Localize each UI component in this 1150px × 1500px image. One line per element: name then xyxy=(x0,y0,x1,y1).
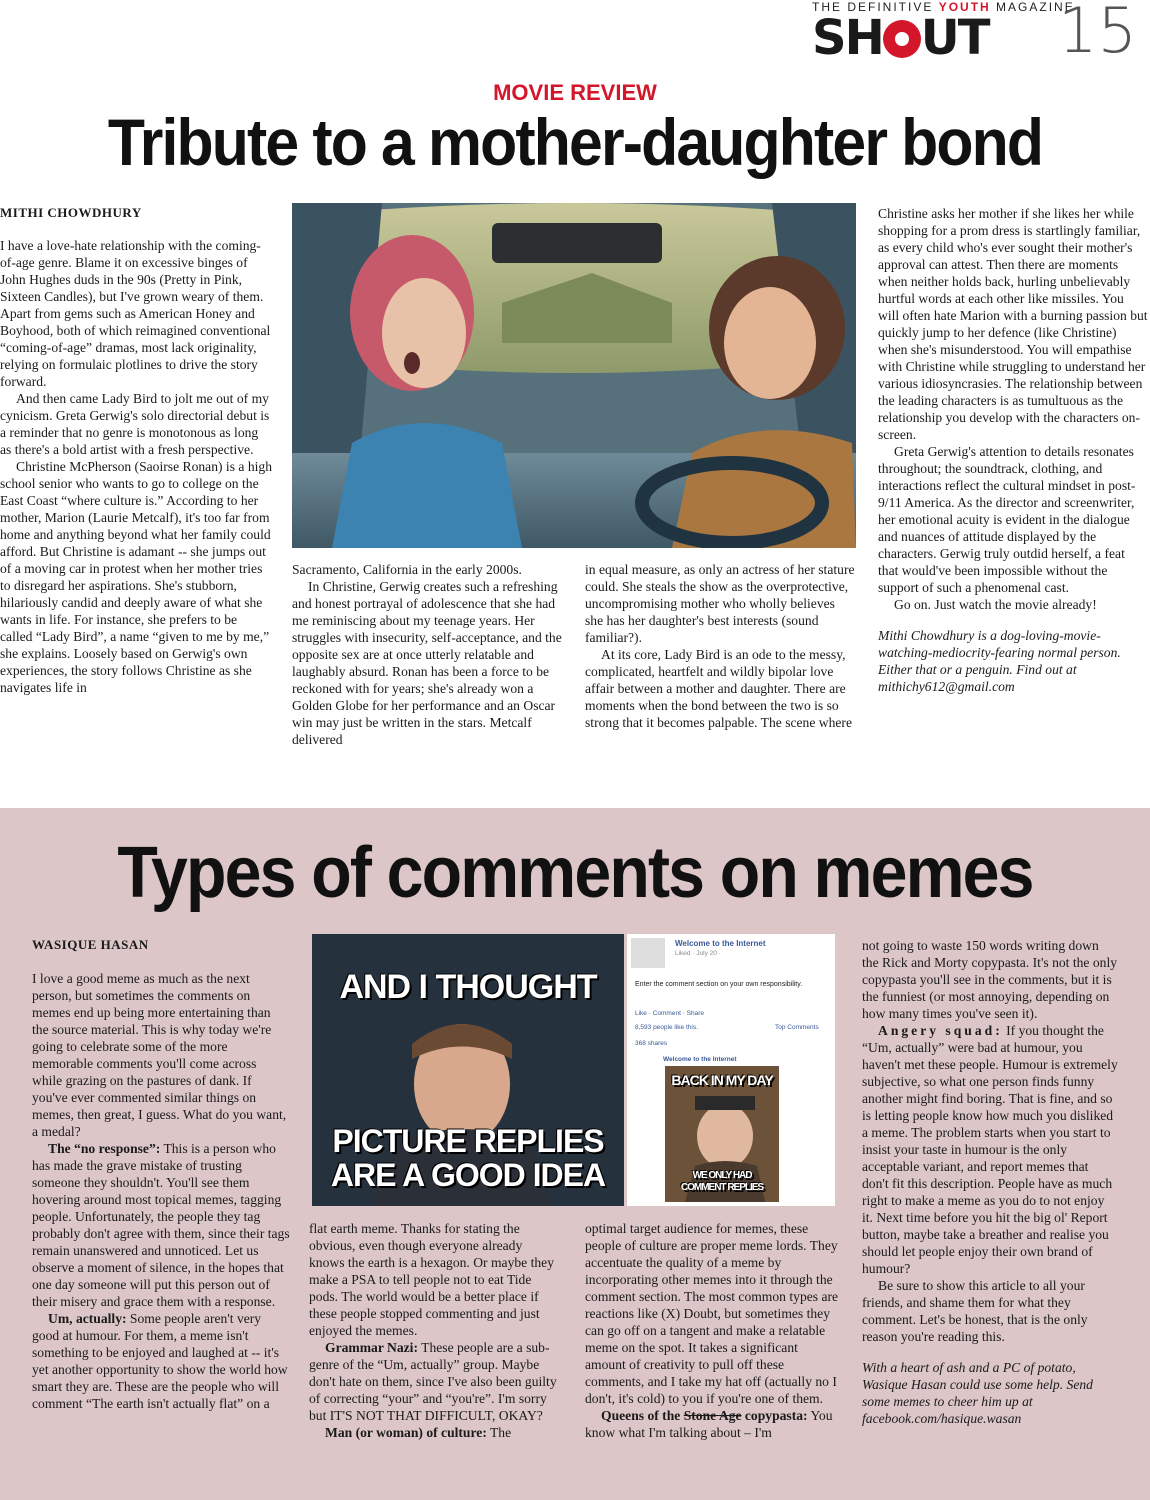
subhead: Queens of the Stone Age copypasta: xyxy=(601,1408,808,1423)
subhead: Man (or woman) of culture: xyxy=(325,1425,487,1440)
paragraph: Sacramento, California in the early 2000s. xyxy=(292,562,522,577)
paragraph: The “no response”: This is a person who has made the grave mistake of trusting someone they shouldn't. You'll see them hovering around most topical memes, tagging people. Unfortunately, the people they tag probably don't agree with them, since their tags remain unanswered and unnoticed. Let us observe a moment of silence, in the hopes that one day someone will put this person out of their misery and grace them with a response. xyxy=(32,1141,290,1309)
meme-bottom-text: PICTURE REPLIES ARE A GOOD IDEA xyxy=(330,1123,606,1193)
article2-column-3 xyxy=(585,1220,839,1441)
page-number: 15 xyxy=(1058,0,1137,67)
section-kicker: MOVIE REVIEW xyxy=(493,80,657,105)
fb-sort: Top Comments xyxy=(775,1024,819,1031)
author-bio: Mithi Chowdhury is a dog-loving-movie-watching-mediocrity-fearing normal person. Either that or a penguin. Find out at mithichy612@gmail.com xyxy=(878,628,1121,694)
paragraph: Go on. Just watch the movie already! xyxy=(894,597,1097,612)
paragraph: I love a good meme as much as the next person, but sometimes the comments on memes end up being more entertaining than the source material. This is why today we're going to celebrate some of the more memorable comments you'll come across while grazing on the pastures of dank. If you've ever commented similar things on memes, then great, I guess. What do you want, a medal? xyxy=(32,971,287,1139)
subhead: Grammar Nazi: xyxy=(325,1340,418,1355)
fb-shares: 368 shares xyxy=(635,1040,668,1047)
facebook-post-screenshot xyxy=(627,934,835,1206)
paragraph: In Christine, Gerwig creates such a refreshing and honest portrayal of adolescence that she had me reminiscing about my teenage years. Her struggles with insecurity, self-acceptance, and the opposite sex are at once utterly relatable and laughably absurd. Ronan has been a force to be reckoned with for years; she's already won a Golden Globe for her performance and an Oscar win may just be written in the stars. Metcalf delivered xyxy=(292,579,562,747)
article2-column-4 xyxy=(862,937,1118,1427)
subhead: Angery squad: xyxy=(878,1023,1003,1038)
fb-likes: 8,593 people like this. xyxy=(635,1024,698,1031)
article1-column-1 xyxy=(0,237,272,696)
paragraph: optimal target audience for memes, these people of culture are proper meme lords. They accentuate the quality of a meme by incorporating other memes into it through the comment section. The most common types are reactions like (X) Doubt, but sometimes they can go off on a tangent and make a relatable meme on the spot. It takes a significant amount of creativity to pull off these comments, and I take my hat off (actually no I don't, it's cold) to you if you're one of them. xyxy=(585,1221,839,1406)
paragraph: At its core, Lady Bird is an ode to the messy, complicated, heartfelt and wildly bipolar love affair between a mother and daughter. There are moments when the bond between the two is so strong that it becomes palpable. The scene where xyxy=(585,647,852,730)
article2-column-1 xyxy=(32,970,290,1412)
meme-top-text: AND I THOUGHT xyxy=(339,968,597,1006)
paragraph: Angery squad: If you thought the “Um, actually” were bad at humour, you haven't met these people. Humour is extremely subjective, so what one person finds funny another might find boring. That is fine, and so is letting people know how much you disliked a meme. The problem starts when you start to insist your taste in humour is the only acceptable variant, and report memes that don't fit this description. People have as much right to make a meme as you do to not enjoy it. Next time before you hit the big ol' Report button, maybe take a breather and realise you should let people enjoy their own brand of humour? xyxy=(862,1023,1118,1276)
paragraph: not going to waste 150 words writing down the Rick and Morty copypasta. It's not the only copypasta you'll see in the comments, but it is the funniest (or most annoying, depending on how many times you've seen it). xyxy=(862,938,1118,1021)
article1-headline: Tribute to a mother-daughter bond xyxy=(107,105,1043,179)
fb-actions: Like · Comment · Share xyxy=(635,1010,704,1017)
paragraph: flat earth meme. Thanks for stating the obvious, even though everyone already knows the earth is a hexagon. Or maybe they make a PSA to tell people not to eat Tide pods. The world would be a better place if these people stopped commenting and just enjoyed the memes. xyxy=(309,1221,554,1338)
article2-column-2 xyxy=(309,1220,559,1441)
shout-logo: SH UT xyxy=(812,10,989,66)
meme-image-zuckerberg xyxy=(312,934,624,1206)
reply-meme-image xyxy=(665,1066,779,1202)
paragraph: I have a love-hate relationship with the coming-of-age genre. Blame it on excessive binges of John Hughes duds in the 90s (Pretty in Pink, Sixteen Candles), but I've grown weary of them. Apart from gems such as American Honey and Boyhood, both of which reimagined conventional “coming-of-age” dramas, most lack originality, relying on formulaic plotlines to drive the story forward. xyxy=(0,238,271,389)
article1-column-3 xyxy=(585,561,855,731)
article1-column-4 xyxy=(878,205,1148,695)
fb-meta: Liked · July 20 · xyxy=(675,950,721,957)
reply-meme-bottom-text: WE ONLY HAD COMMENT REPLIES xyxy=(680,1170,764,1193)
article1-column-2 xyxy=(292,561,564,748)
fb-page-name: Welcome to the Internet xyxy=(675,939,766,948)
paragraph: Christine asks her mother if she likes her while shopping for a prom dress is startlingly familiar, as every child who's ever sought their mother's approval can attest. Then there are moments when neither holds back, hurling unbelievably hurtful words at each other like missiles. You will often hate Marion with a burning passion but quickly jump to her defence (like Christine) when she's misunderstood. You will empathise with Christine while struggling to understand her various idiosyncrasies. The relationship between the leading characters is as tumultuous as the relationship you develop with the characters on-screen. xyxy=(878,206,1148,442)
paragraph: Grammar Nazi: These people are a sub-genre of the “Um, actually” group. Maybe don't hate on them, since I've also been guilty of correcting “your” and “you're”. I'm sorry but IT'S NOT THAT DIFFICULT, OKAY? xyxy=(309,1340,557,1423)
article1-byline: MITHI CHOWDHURY xyxy=(0,205,142,220)
paragraph: Man (or woman) of culture: The xyxy=(325,1425,512,1440)
paragraph: Christine McPherson (Saoirse Ronan) is a high school senior who wants to go to college on the East Coast “where culture is.” According to her mother, Marion (Laurie Metcalf), it's too far from home and anything beyond what her family could afford. But Christine is adamant -- she jumps out of a moving car in protest when her mother tries to disregard her aspirations. She's stubborn, hilariously candid and deeply aware of what she wants in life. For instance, she prefers to be called “Lady Bird”, a name “given to me by me,” she explains. Loosely based on Gerwig's own experiences, the story follows Christine as she navigates life in xyxy=(0,459,272,695)
author-bio: With a heart of ash and a PC of potato, Wasique Hasan could use some help. Send some memes to cheer him up at facebook.com/hasique.wasan xyxy=(862,1360,1093,1426)
paragraph: in equal measure, as only an actress of her stature could. She steals the show as the overprotective, uncompromising mother who wholly believes she has her daughter's best interests (sound familiar?). xyxy=(585,562,855,645)
fb-commenter: Welcome to the Internet xyxy=(663,1056,737,1063)
subhead: The “no response”: xyxy=(48,1141,161,1156)
reply-meme-top-text: BACK IN MY DAY xyxy=(671,1072,773,1088)
page-avatar xyxy=(631,938,665,968)
subhead: Um, actually: xyxy=(48,1311,127,1326)
paragraph: Queens of the Stone Age copypasta: You know what I'm talking about – I'm xyxy=(585,1408,833,1440)
fb-post-text: Enter the comment section on your own responsibility. xyxy=(635,981,803,988)
logo-target-icon xyxy=(883,20,921,58)
paragraph: And then came Lady Bird to jolt me out of my cynicism. Greta Gerwig's solo directorial debut is a reminder that no genre is monotonous as long as there's a bold artist with a fresh perspective. xyxy=(0,391,270,457)
paragraph: Greta Gerwig's attention to details resonates throughout; the soundtrack, clothing, and interactions reflect the cultural mindset in post-9/11 America. As the director and screenwriter, her emotional acuity is evident in the dialogue and nuances of attitude displayed by the characters. Gerwig truly outdid herself, a feat that would've been impossible without the support of such a phenomenal cast. xyxy=(878,444,1136,595)
movie-still-photo xyxy=(292,203,856,548)
article2-byline: WASIQUE HASAN xyxy=(32,937,149,952)
paragraph: Be sure to show this article to all your friends, and shame them for what they comment. Let's be honest, that is the only reason you're reading this. xyxy=(862,1278,1088,1344)
masthead-tagline: THE DEFINITIVE YOUTH MAGAZINE xyxy=(812,0,1075,14)
paragraph: Um, actually: Some people aren't very good at humour. For them, a meme isn't something to be enjoyed and laughed at -- it's yet another opportunity to show the world how smart they are. These are the people who will comment “The earth isn't actually flat” on a xyxy=(32,1311,288,1411)
article2-headline: Types of comments on memes xyxy=(117,833,1033,913)
